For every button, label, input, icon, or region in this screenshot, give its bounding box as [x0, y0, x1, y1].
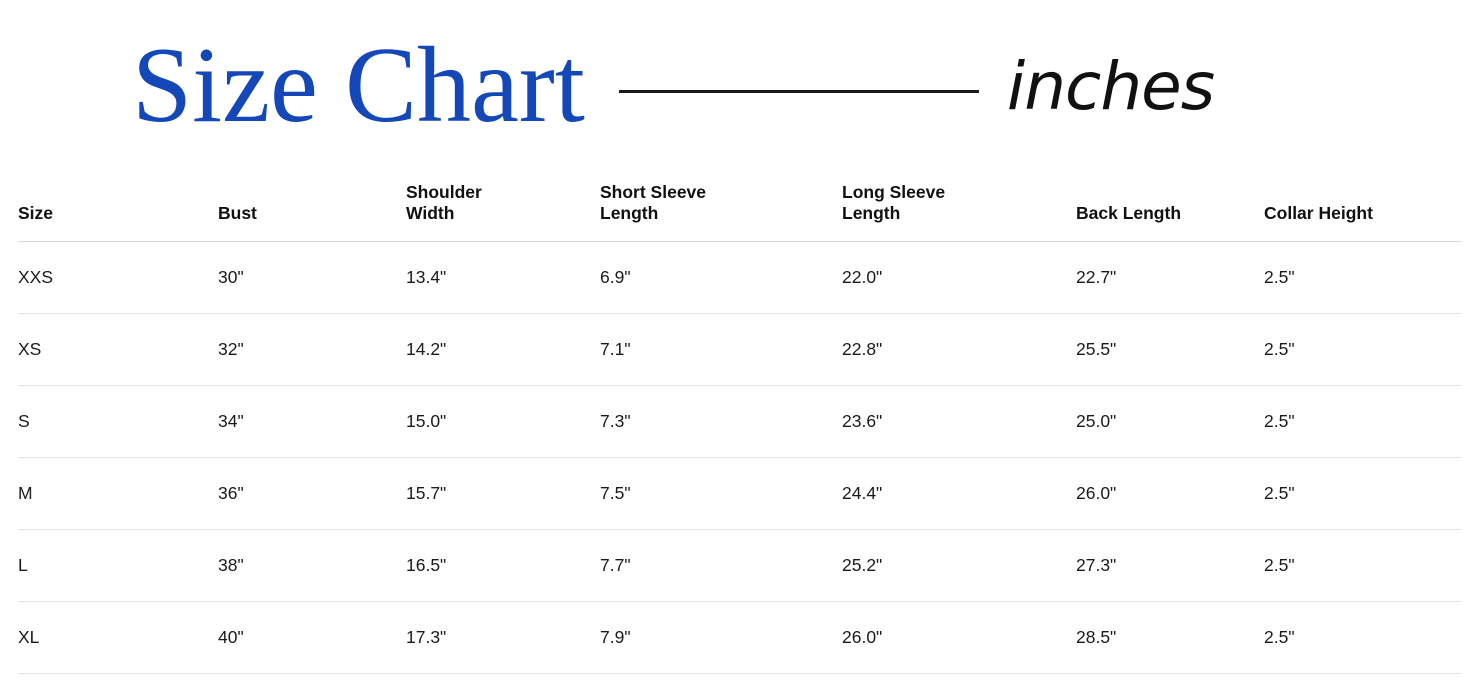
cell-short-sleeve-length: 7.5"	[600, 457, 842, 529]
cell-back-length: 27.3"	[1076, 529, 1264, 601]
cell-short-sleeve-length: 6.9"	[600, 241, 842, 313]
table-row	[18, 241, 1461, 313]
cell-shoulder-width: 14.2"	[406, 313, 600, 385]
column-header-shoulder-width-line2: Width	[406, 203, 455, 224]
cell-bust: 30"	[218, 241, 406, 313]
column-header-short-sleeve-length-line2: Length	[600, 203, 659, 224]
column-header-back-length-line1: Back Length	[1076, 203, 1182, 224]
table-header	[18, 182, 1461, 241]
column-header-long-sleeve-length	[842, 182, 1076, 241]
cell-back-length: 22.7"	[1076, 241, 1264, 313]
table-row	[18, 601, 1461, 673]
cell-back-length: 28.5"	[1076, 601, 1264, 673]
cell-bust: 34"	[218, 385, 406, 457]
column-header-shoulder-width	[406, 182, 600, 241]
cell-collar-height: 2.5"	[1264, 457, 1461, 529]
cell-collar-height: 2.5"	[1264, 385, 1461, 457]
cell-shoulder-width: 15.0"	[406, 385, 600, 457]
cell-collar-height: 2.5"	[1264, 313, 1461, 385]
cell-bust: 40"	[218, 601, 406, 673]
column-header-short-sleeve-length	[600, 182, 842, 241]
cell-short-sleeve-length: 7.7"	[600, 529, 842, 601]
cell-shoulder-width: 15.7"	[406, 457, 600, 529]
cell-long-sleeve-length: 26.0"	[842, 601, 1076, 673]
cell-short-sleeve-length: 7.1"	[600, 313, 842, 385]
column-header-bust	[218, 182, 406, 241]
column-header-bust-line1: Bust	[218, 203, 257, 224]
header-divider-line	[619, 90, 979, 93]
cell-collar-height: 2.5"	[1264, 241, 1461, 313]
cell-shoulder-width: 17.3"	[406, 601, 600, 673]
size-table	[18, 182, 1461, 674]
column-header-shoulder-width-line1: Shoulder	[406, 182, 482, 202]
cell-size: M	[18, 457, 218, 529]
cell-size: L	[18, 529, 218, 601]
column-header-collar-height-line1: Collar Height	[1264, 203, 1373, 224]
table-row	[18, 529, 1461, 601]
cell-size: S	[18, 385, 218, 457]
cell-back-length: 25.5"	[1076, 313, 1264, 385]
cell-long-sleeve-length: 22.0"	[842, 241, 1076, 313]
column-header-long-sleeve-length-line2: Length	[842, 203, 901, 224]
cell-collar-height: 2.5"	[1264, 529, 1461, 601]
cell-back-length: 25.0"	[1076, 385, 1264, 457]
cell-shoulder-width: 16.5"	[406, 529, 600, 601]
column-header-short-sleeve-length-line1: Short Sleeve	[600, 182, 707, 202]
table-row	[18, 385, 1461, 457]
cell-shoulder-width: 13.4"	[406, 241, 600, 313]
column-header-size	[18, 182, 218, 241]
column-header-collar-height	[1264, 182, 1461, 241]
page-header	[0, 0, 1479, 150]
cell-bust: 38"	[218, 529, 406, 601]
cell-size: XXS	[18, 241, 218, 313]
cell-long-sleeve-length: 24.4"	[842, 457, 1076, 529]
table-row	[18, 313, 1461, 385]
cell-bust: 32"	[218, 313, 406, 385]
cell-short-sleeve-length: 7.9"	[600, 601, 842, 673]
page-title: Size Chart	[132, 26, 585, 145]
cell-size: XS	[18, 313, 218, 385]
column-header-size-line1: Size	[18, 203, 54, 224]
cell-bust: 36"	[218, 457, 406, 529]
cell-short-sleeve-length: 7.3"	[600, 385, 842, 457]
cell-long-sleeve-length: 23.6"	[842, 385, 1076, 457]
size-table-container	[0, 150, 1479, 674]
cell-collar-height: 2.5"	[1264, 601, 1461, 673]
cell-long-sleeve-length: 25.2"	[842, 529, 1076, 601]
column-header-back-length	[1076, 182, 1264, 241]
cell-long-sleeve-length: 22.8"	[842, 313, 1076, 385]
cell-back-length: 26.0"	[1076, 457, 1264, 529]
table-row	[18, 457, 1461, 529]
column-header-long-sleeve-length-line1: Long Sleeve	[842, 182, 946, 202]
table-header-row	[18, 182, 1461, 241]
cell-size: XL	[18, 601, 218, 673]
unit-label: inches	[1006, 47, 1215, 125]
table-body	[18, 241, 1461, 673]
